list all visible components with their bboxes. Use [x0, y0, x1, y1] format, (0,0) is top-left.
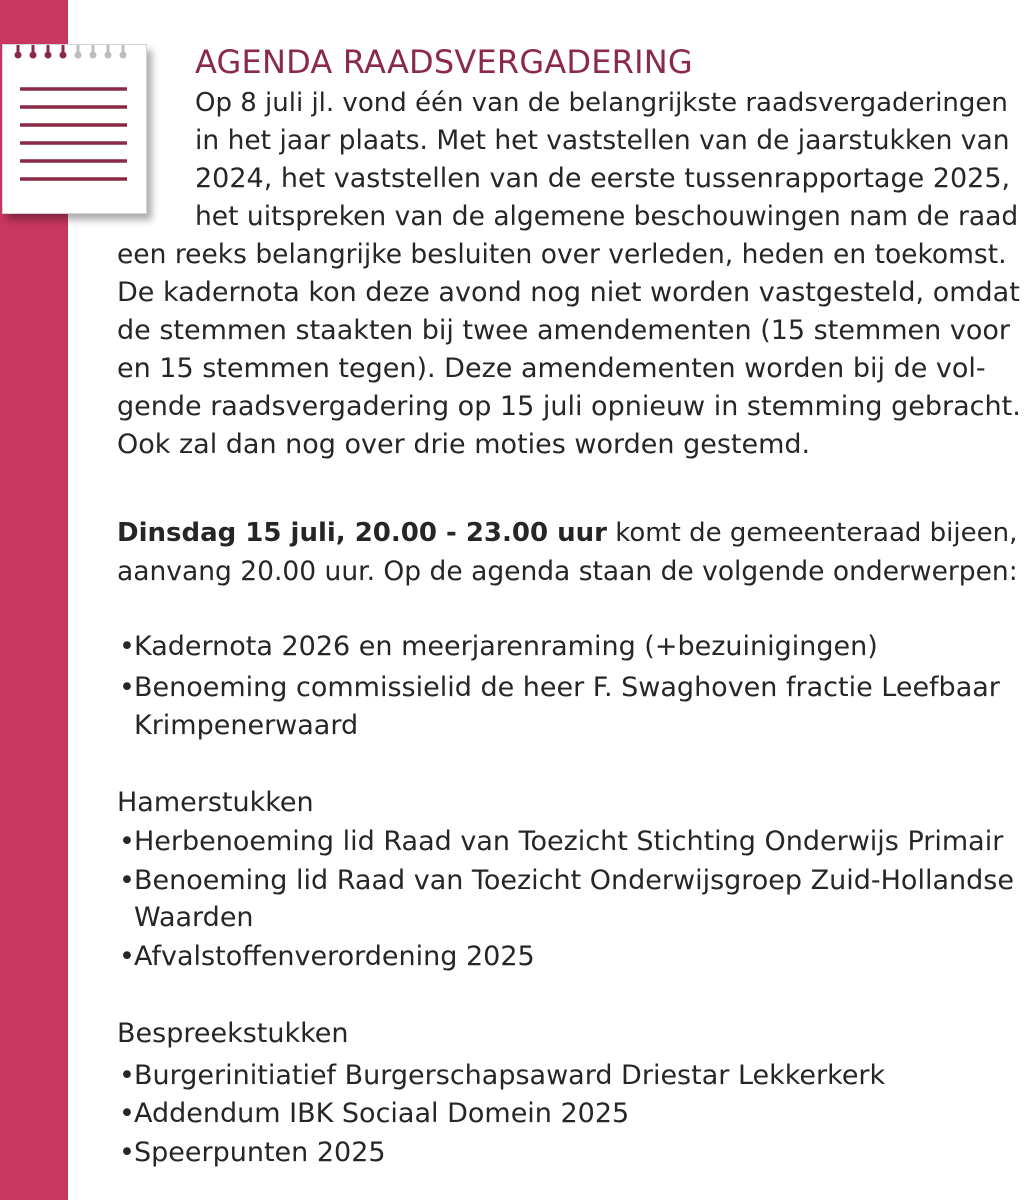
bespreekstukken-heading: Bespreekstukken [117, 1018, 349, 1049]
agenda-item: • Kadernota 2026 en meerjarenraming (+bezuinigingen) [134, 628, 878, 666]
intro-line: 2024, het vaststellen van de eerste tussenrapportage 2025, [195, 163, 1011, 194]
hamerstukken-heading: Hamerstukken [117, 787, 314, 818]
meeting-line-2: aanvang 20.00 uur. Op de agenda staan de volgende onderwerpen: [117, 556, 1018, 587]
intro-line: De kadernota kon deze avond nog niet worden vastgesteld, omdat [117, 277, 1020, 308]
bespreekstuk-item: • Addendum IBK Sociaal Domein 2025 [134, 1095, 629, 1133]
hamerstuk-item: • Benoeming lid Raad van Toezicht Onderwijsgroep Zuid-Hollandse [134, 862, 1014, 900]
bespreekstuk-item: • Speerpunten 2025 [134, 1134, 386, 1172]
meeting-line [117, 514, 1017, 552]
article-title: AGENDA RAADSVERGADERING [195, 43, 693, 81]
intro-line: het uitspreken van de algemene beschouwingen nam de raad [195, 201, 1019, 232]
intro-line: gende raadsvergadering op 15 juli opnieuw in stemming gebracht. [117, 391, 1021, 422]
hamerstuk-item: • Herbenoeming lid Raad van Toezicht Stichting Onderwijs Primair [134, 823, 1003, 861]
intro-line: en 15 stemmen tegen). Deze amendementen worden bij de vol- [117, 353, 986, 384]
intro-line: Ook zal dan nog over drie moties worden gestemd. [117, 429, 811, 460]
agenda-item-continuation: Krimpenerwaard [134, 710, 359, 741]
agenda-item: • Benoeming commissielid de heer F. Swaghoven fractie Leefbaar [134, 669, 1000, 707]
meeting-date: Dinsdag 15 juli, 20.00 - 23.00 uur [117, 518, 607, 548]
intro-line: in het jaar plaats. Met het vaststellen van de jaarstukken van [195, 125, 1010, 156]
intro-line: de stemmen staakten bij twee amendementen (15 stemmen voor [117, 315, 1010, 346]
bespreekstuk-item: • Burgerinitiatief Burgerschapsaward Driestar Lekkerkerk [134, 1057, 885, 1095]
intro-line: Op 8 juli jl. vond één van de belangrijkste raadsvergaderingen [195, 88, 1008, 118]
hamerstuk-item-continuation: Waarden [134, 902, 254, 933]
intro-line: een reeks belangrijke besluiten over verleden, heden en toekomst. [117, 239, 1007, 270]
hamerstuk-item: • Afvalstoffenverordening 2025 [134, 938, 535, 976]
meeting-text: komt de gemeenteraad bijeen, [606, 518, 1018, 548]
